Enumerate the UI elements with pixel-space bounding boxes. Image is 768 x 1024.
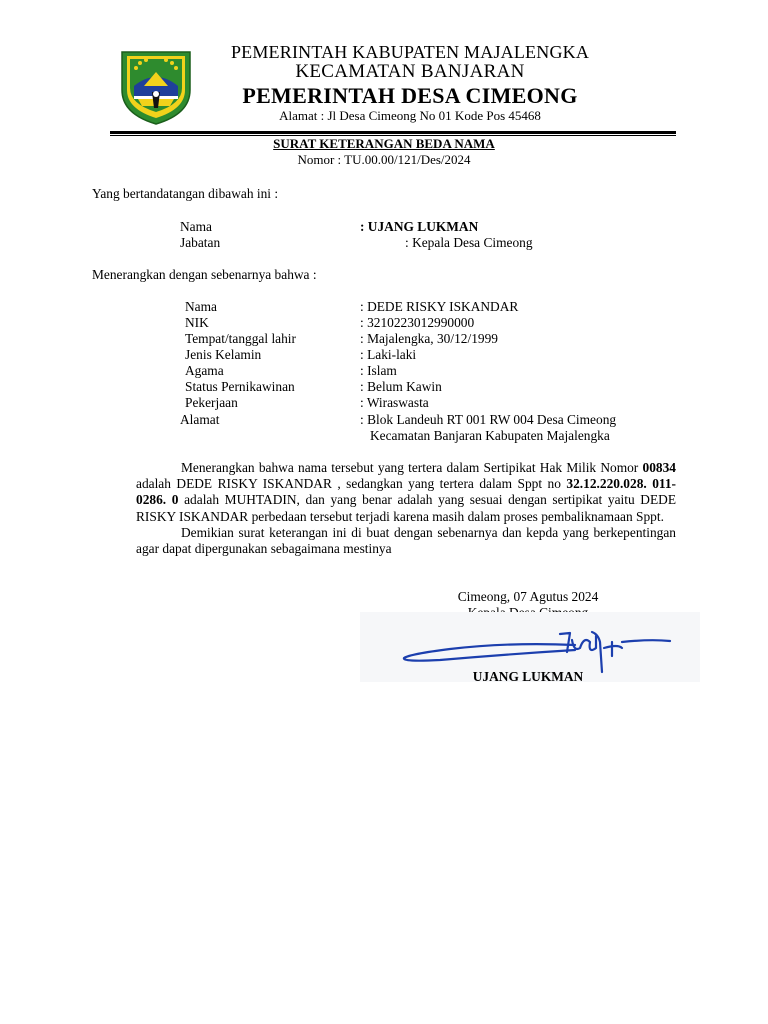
person-nik-label: NIK [185, 315, 209, 330]
body-paragraph-2: Demikian surat keterangan ini di buat dengan sebenarnya dan kepda yang berkepentingan agar dapat dipergunakan sebagaimana mestinya [136, 524, 676, 557]
header-rule-thick [110, 131, 676, 134]
person-gender-value: : Laki-laki [360, 347, 417, 362]
person-address-value: : Blok Landeuh RT 001 RW 004 Desa Cimeong [360, 412, 617, 427]
signer-name-label: Nama [180, 219, 212, 234]
person-marital-label: Status Pernikawinan [185, 379, 295, 394]
body-paragraph-1: Menerangkan bahwa nama tersebut yang tertera dalam Sertipikat Hak Milik Nomor 00834 adalah DEDE RISKY ISKANDAR , sedangkan yang tertera dalam Sppt no 32.12.220.028. 011-0286. 0 adalah MUHTADIN, dan yang benar adalah yang sesuai dengan sertipikat yaitu DEDE RISKY ISKANDAR perbedaan tersebut terjadi karena masih dalam proses pembaliknamaan Sppt. [136, 460, 677, 524]
person-birth-value: : Majalengka, 30/12/1999 [360, 331, 498, 346]
person-name-value: : DEDE RISKY ISKANDAR [360, 299, 519, 314]
signer-name-value: : UJANG LUKMAN [360, 219, 479, 234]
person-birth-label: Tempat/tanggal lahir [185, 331, 296, 346]
certificate-number: 00834 [642, 460, 676, 475]
person-address-value-2: Kecamatan Banjaran Kabupaten Majalengka [370, 428, 610, 443]
closing-place-date: Cimeong, 07 Agutus 2024 [457, 589, 599, 604]
person-address-label: Alamat [180, 412, 220, 427]
sppt-number: 32.12.220.028. 011-0286. 0 [136, 476, 677, 508]
regency-logo [116, 46, 196, 126]
person-name-label: Nama [185, 299, 217, 314]
person-job-value: : Wiraswasta [360, 395, 429, 410]
person-religion-label: Agama [185, 363, 224, 378]
closing-signer-name: UJANG LUKMAN [472, 669, 584, 684]
signer-position-label: Jabatan [180, 235, 221, 250]
letter-title: SURAT KETERANGAN BEDA NAMA [273, 136, 495, 151]
header-address: Alamat : Jl Desa Cimeong No 01 Kode Pos 45468 [279, 108, 541, 123]
signer-position-value: : Kepala Desa Cimeong [405, 235, 533, 250]
person-nik-value: : 3210223012990000 [360, 315, 475, 330]
intro-text: Yang bertandatangan dibawah ini : [92, 186, 279, 201]
body-text [136, 460, 676, 557]
letter-number: Nomor : TU.00.00/121/Des/2024 [297, 152, 471, 167]
person-job-label: Pekerjaan [185, 395, 238, 410]
statement-text: Menerangkan dengan sebenarnya bahwa : [92, 267, 317, 282]
header-regency: PEMERINTAH KABUPATEN MAJALENGKA [230, 42, 590, 62]
person-marital-value: : Belum Kawin [360, 379, 442, 394]
header-district: KECAMATAN BANJARAN [295, 61, 525, 82]
person-gender-label: Jenis Kelamin [185, 347, 262, 362]
header-village: PEMERINTAH DESA CIMEONG [242, 83, 578, 108]
person-religion-value: : Islam [360, 363, 397, 378]
